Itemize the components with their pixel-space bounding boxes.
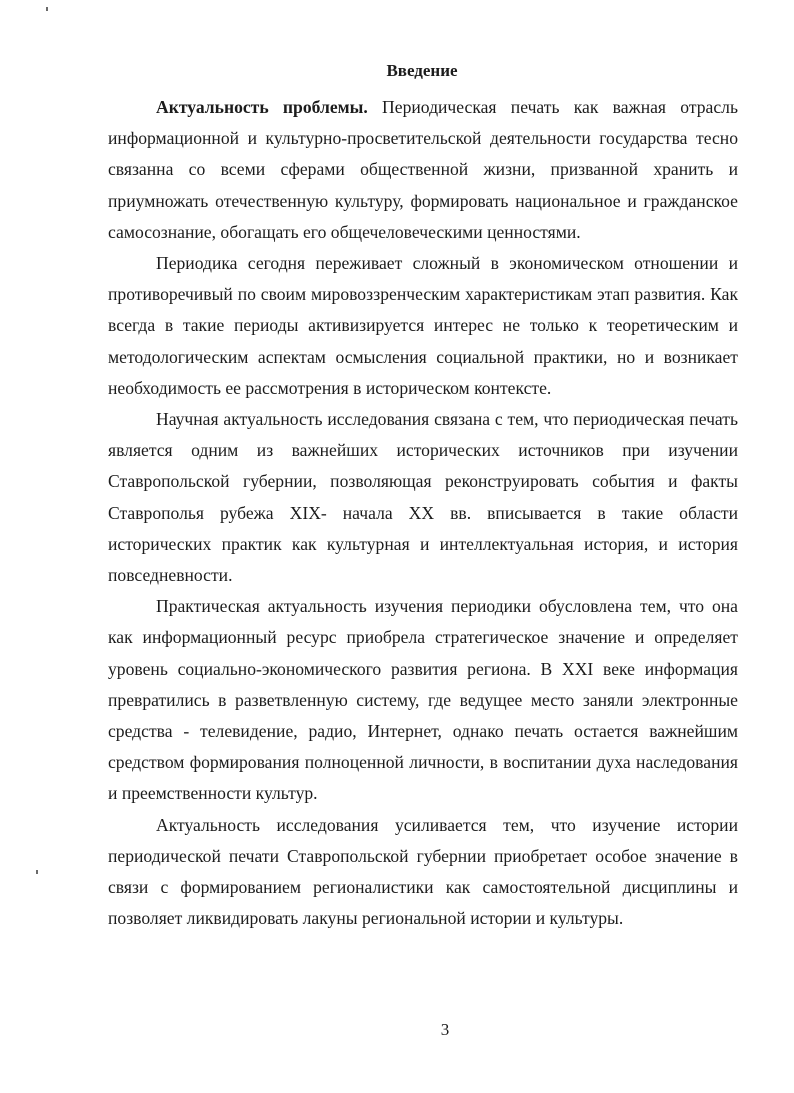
paragraph-practical-relevance [108,591,738,809]
paragraph-text: Актуальность исследования усиливается тем, что изучение истории периодической печати Ставропольской губернии приобретает особое значение в связи с формированием регионалистики как самостоятельной дисциплины и позволяет ликвидировать лакуны региональной истории и культуры. [108,814,738,929]
paragraph-text: Практическая актуальность изучения периодики обусловлена тем, что она как информационный ресурс приобрела стратегическое значение и определяет уровень социально-экономического развития региона. В XXI веке информация превратились в разветвленную систему, где ведущее место заняли электронные средства - телевидение, радио, Интернет, однако печать остается важнейшим средством формирования полноценной личности, в воспитании духа наследования и преемственности культур. [108,596,738,804]
paragraph-relevance [108,92,738,248]
body-text [108,92,738,934]
paragraph-lead: Актуальность проблемы. [156,97,368,117]
paragraph-text: Периодика сегодня переживает сложный в экономическом отношении и противоречивый по своим мировоззренческим характеристикам этап развития. Как всегда в такие периоды активизируется интерес не только к теоретическим и методологическим аспектам осмысления социальной практики, но и возникает необходимость ее рассмотрения в историческом контексте. [108,253,738,398]
paragraph-research-relevance [108,810,738,935]
page-number: 3 [440,1020,450,1039]
paragraph-text: Научная актуальность исследования связана с тем, что периодическая печать является одним из важнейших исторических источников при изучении Ставропольской губернии, позволяющая реконструировать события и факты Ставрополья рубежа XIX- начала XX вв. вписывается в такие области исторических практик как культурная и интеллектуальная история, и история повседневности. [108,409,738,586]
paragraph-scientific-relevance [108,404,738,591]
paragraph-periodicals [108,248,738,404]
scan-speck [36,870,38,874]
section-title: Введение [386,61,458,80]
scan-speck [46,7,48,11]
paragraph-text: Периодическая печать как важная отрасль информационной и культурно-просветительской деятельности государства тесно связанна со всеми сферами общественной жизни, призванной хранить и приумножать отечественную культуру, формировать национальное и гражданское самосознание, обогащать его общечеловеческими ценностями. [108,97,738,242]
